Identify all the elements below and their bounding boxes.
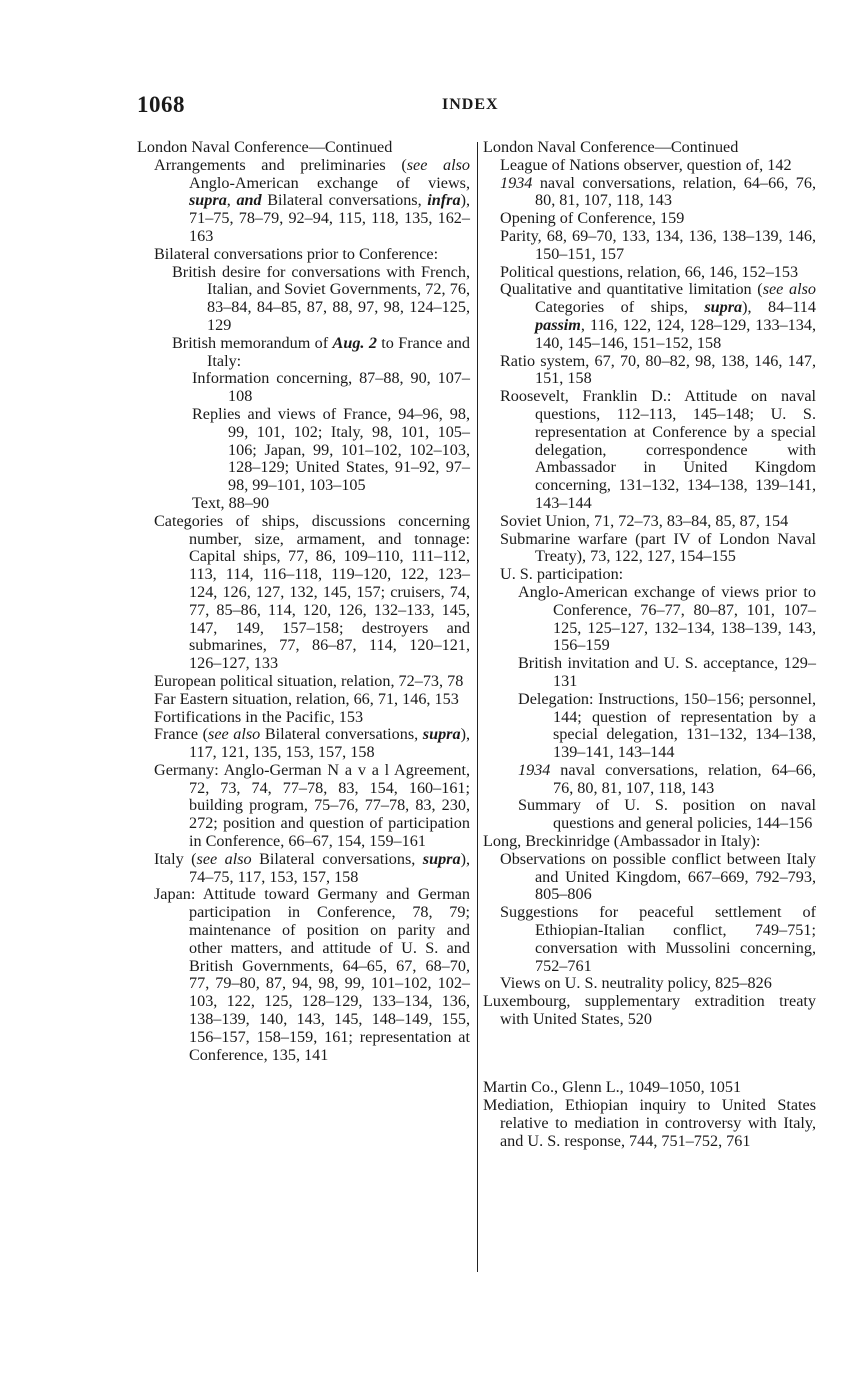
index-entry: Submarine warfare (part IV of London Naval Treaty), 73, 122, 127, 154–155	[500, 529, 816, 566]
index-entry: British desire for conversations with French, Italian, and Soviet Governments, 72, 76, 83–84, 84–85, 87, 88, 97, 98, 124–125, 129	[172, 262, 470, 334]
index-entry: Mediation, Ethiopian inquiry to United States relative to mediation in controversy with Italy, and U. S. response, 744, 751–752, 761	[483, 1096, 816, 1150]
index-entry: Bilateral conversations prior to Conference:	[154, 244, 439, 263]
page-header	[137, 92, 817, 120]
column-divider	[477, 142, 478, 1272]
index-entry: 1934 naval conversations, relation, 64–66, 76, 80, 81, 107, 118, 143	[518, 760, 816, 797]
index-entry: Roosevelt, Franklin D.: Attitude on naval questions, 112–113, 145–148; U. S. representation at Conference by a special delegation, correspondence with Ambassador in United Kingdom concerning, 131–132, 134–138, 139–141, 143–144	[500, 387, 816, 512]
index-entry: Japan: Attitude toward Germany and German participation in Conference, 78, 79; maintenance of position on parity and other matters, and attitude of U. S. and British Governments, 64–65, 67, 68–70, 77, 79–80, 87, 94, 98, 99, 101–102, 102–103, 122, 125, 128–129, 133–134, 136, 138–139, 140, 143, 145, 148–149, 155, 156–157, 158–159, 161; representation at Conference, 135, 141	[154, 885, 470, 1064]
entry-spacer	[483, 1045, 816, 1063]
index-entry: Summary of U. S. position on naval questions and general policies, 144–156	[518, 796, 816, 833]
index-entry: Categories of ships, discussions concerning number, size, armament, and tonnage: Capital ships, 77, 86, 109–110, 111–112, 113, 114, 116–118, 119–120, 122, 123–124, 126, 127, 132, 145, 157; cruisers, 74, 77, 85–86, 114, 120, 126, 132–133, 145, 147, 149, 157–158; destroyers and submarines, 77, 86–87, 114, 120–121, 126–127, 133	[154, 511, 470, 673]
index-entry: London Naval Conference—Continued	[137, 138, 393, 156]
index-entry: Luxembourg, supplementary extradition treaty with United States, 520	[483, 992, 816, 1029]
index-entry: League of Nations observer, question of, 142	[500, 155, 792, 174]
index-entry: U. S. participation:	[500, 565, 624, 584]
index-entry: Soviet Union, 71, 72–73, 83–84, 85, 87, 154	[500, 511, 789, 530]
index-column-left	[137, 139, 470, 1064]
index-entry: France (see also Bilateral conversations, supra), 117, 121, 135, 153, 157, 158	[154, 725, 470, 762]
index-entry: Political questions, relation, 66, 146, 152–153	[500, 262, 799, 281]
index-entry: Anglo-American exchange of views prior to Conference, 76–77, 80–87, 101, 107–125, 125–127, 132–134, 138–139, 143, 156–159	[518, 582, 816, 655]
index-entry: 1934 naval conversations, relation, 64–66, 76, 80, 81, 107, 118, 143	[500, 173, 816, 210]
index-entry: Views on U. S. neutrality policy, 825–826	[500, 974, 772, 993]
index-entry: Parity, 68, 69–70, 133, 134, 136, 138–139, 146, 150–151, 157	[500, 226, 816, 263]
index-entry: Delegation: Instructions, 150–156; personnel, 144; question of representation by a special delegation, 131–132, 134–138, 139–141, 143–144	[518, 689, 816, 762]
index-entry: Observations on possible conflict between Italy and United Kingdom, 667–669, 792–793, 805–806	[500, 849, 816, 904]
index-column-right	[483, 139, 816, 1150]
index-entry: Long, Breckinridge (Ambassador in Italy):	[483, 832, 761, 851]
index-entry: Qualitative and quantitative limitation (see also Categories of ships, supra), 84–114 passim, 116, 122, 124, 128–129, 133–134, 140, 145–146, 151–152, 158	[500, 280, 817, 352]
index-entry: Information concerning, 87–88, 90, 107–108	[192, 369, 470, 406]
index-entry: Text, 88–90	[192, 493, 270, 512]
index-entry: British memorandum of Aug. 2 to France and Italy:	[172, 333, 470, 370]
index-entry: Ratio system, 67, 70, 80–82, 98, 138, 146, 147, 151, 158	[500, 351, 816, 388]
index-entry: Far Eastern situation, relation, 66, 71, 146, 153	[154, 689, 459, 708]
index-entry: European political situation, relation, 72–73, 78	[154, 671, 464, 690]
page-number: 1068	[137, 92, 185, 117]
running-head: INDEX	[442, 96, 499, 113]
index-entry: Germany: Anglo-German N a v a l Agreement, 72, 73, 74, 77–78, 83, 154, 160–161; building program, 75–76, 77–78, 83, 230, 272; position and question of participation in Conference, 66–67, 154, 159–161	[154, 760, 470, 851]
index-entry: Replies and views of France, 94–96, 98, 99, 101, 102; Italy, 98, 101, 105–106; Japan, 99, 101–102, 102–103, 128–129; United States, 91–92, 97–98, 99–101, 103–105	[192, 404, 470, 495]
index-entry: Opening of Conference, 159	[500, 209, 685, 228]
index-entry: Suggestions for peaceful settlement of Ethiopian-Italian conflict, 749–751; conversation with Mussolini concerning, 752–761	[500, 903, 816, 975]
index-entry: Fortifications in the Pacific, 153	[154, 707, 364, 726]
index-entry: Italy (see also Bilateral conversations, supra), 74–75, 117, 153, 157, 158	[154, 849, 470, 886]
index-entry: Arrangements and preliminaries (see also Anglo-American exchange of views, supra, and Bilateral conversations, infra), 71–75, 78–79, 92–94, 115, 118, 135, 162–163	[154, 155, 470, 245]
index-entry: Martin Co., Glenn L., 1049–1050, 1051	[483, 1078, 742, 1097]
index-entry: British invitation and U. S. acceptance, 129–131	[518, 654, 816, 690]
index-entry: London Naval Conference—Continued	[483, 138, 739, 156]
